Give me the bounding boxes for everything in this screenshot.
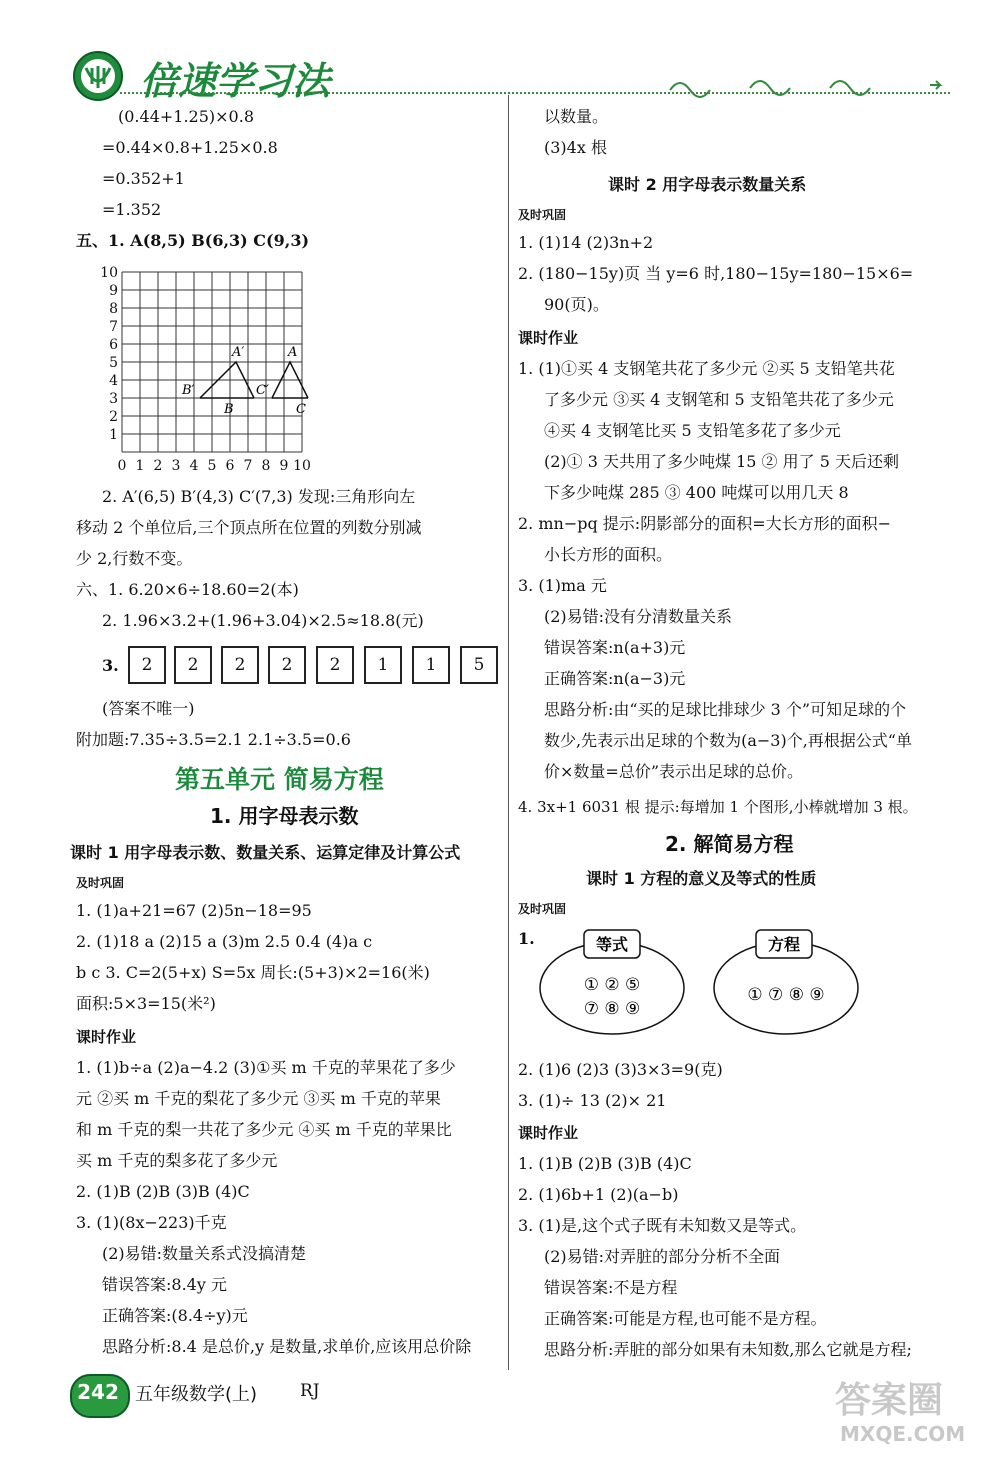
text-line: (2)易错:没有分清数量关系	[544, 607, 733, 626]
text-line: 错误答案:n(a+3)元	[544, 638, 686, 657]
section-title: 1. 用字母表示数	[210, 804, 359, 828]
edition-label: RJ	[300, 1381, 320, 1401]
text-line: 2. (1)B (2)B (3)B (4)C	[76, 1182, 250, 1201]
text-line: 面积:5×3=15(米²)	[76, 994, 216, 1013]
text-line: 正确答案:(8.4÷y)元	[102, 1306, 248, 1325]
text-line: 2. A′(6,5) B′(4,3) C′(7,3) 发现:三角形向左	[102, 487, 416, 506]
point-label-C1: C′	[256, 383, 269, 398]
text-line: 1. (1)14 (2)3n+2	[518, 233, 654, 252]
text-line: (答案不唯一)	[102, 699, 195, 718]
x-tick-label: 0	[117, 458, 127, 474]
text-line: 1. (1)B (2)B (3)B (4)C	[518, 1154, 692, 1173]
point-label-A: A	[288, 345, 298, 360]
text-line: =0.44×0.8+1.25×0.8	[102, 138, 278, 157]
column-divider	[508, 95, 509, 1370]
text-line: 附加题:7.35÷3.5=2.1 2.1÷3.5=0.6	[76, 730, 351, 749]
text-line: 思路分析:由“买的足球比排球少 3 个”可知足球的个	[544, 700, 907, 719]
y-tick-label: 6	[109, 337, 118, 353]
text-line: 4. 3x+1 6031 根 提示:每增加 1 个图形,小棒就增加 3 根。	[518, 798, 918, 816]
text-line: 2. 1.96×3.2+(1.96+3.04)×2.5≈18.8(元)	[102, 611, 424, 630]
text-line: (2)易错:对弄脏的部分分析不全面	[544, 1247, 781, 1266]
x-tick-label: 10	[293, 458, 311, 474]
subheading: 及时巩固	[76, 876, 125, 890]
text-line: 思路分析:弄脏的部分如果有未知数,那么它就是方程;	[544, 1340, 912, 1359]
answer-box: 2	[128, 646, 166, 684]
x-tick-label: 7	[243, 458, 253, 474]
watermark-logo: 答案圈	[835, 1380, 944, 1421]
text-line: 六、1. 6.20×6÷18.60=2(本)	[76, 580, 299, 599]
text-line: 少 2,行数不变。	[76, 549, 193, 568]
text-line: =1.352	[102, 200, 162, 219]
lesson-title: 课时 2 用字母表示数量关系	[608, 175, 807, 194]
text-line: 2. mn−pq 提示:阴影部分的面积=大长方形的面积−	[518, 514, 892, 533]
y-tick-label: 3	[109, 391, 118, 407]
answer-box: 1	[412, 646, 450, 684]
venn-left-row1: ① ② ⑤	[583, 975, 641, 995]
venn-left-row2: ⑦ ⑧ ⑨	[583, 999, 641, 1019]
boxes-label: 3.	[102, 656, 119, 675]
text-line: 3. (1)(8x−223)千克	[76, 1213, 227, 1232]
x-tick-label: 5	[207, 458, 217, 474]
logo-text: 倍速学习法	[140, 59, 331, 103]
x-tick-label: 1	[135, 458, 145, 474]
y-tick-label: 9	[109, 283, 118, 299]
text-line: 价×数量=总价”表示出足球的总价。	[544, 762, 803, 781]
text-line: (2)① 3 天共用了多少吨煤 15 ② 用了 5 天后还剩	[544, 452, 899, 471]
section-title: 2. 解简易方程	[665, 832, 794, 856]
text-line: 3. (1)÷ 13 (2)× 21	[518, 1091, 667, 1110]
text-line: 思路分析:8.4 是总价,y 是数量,求单价,应该用总价除	[102, 1337, 472, 1356]
text-line: 1. (1)b÷a (2)a−4.2 (3)①买 m 千克的苹果花了多少	[76, 1058, 456, 1077]
x-tick-label: 9	[279, 458, 289, 474]
classification-diagram	[536, 920, 866, 1040]
y-tick-label: 4	[109, 373, 118, 389]
point-label-A1: A′	[232, 345, 245, 360]
text-line: 2. (1)6 (2)3 (3)3×3=9(克)	[518, 1060, 723, 1079]
page-number: 242	[77, 1380, 119, 1404]
y-tick-label: 8	[109, 301, 118, 317]
venn-left-title: 等式	[595, 935, 629, 954]
text-line: 数少,先表示出足球的个数为(a−3)个,再根据公式“单	[544, 731, 912, 750]
answer-box: 2	[221, 646, 259, 684]
watermark-url: MXQE.COM	[840, 1422, 966, 1446]
subheading: 课时作业	[518, 329, 579, 347]
answer-box: 2	[268, 646, 306, 684]
text-line: 五、1. A(8,5) B(6,3) C(9,3)	[76, 231, 310, 250]
answer-box: 2	[174, 646, 212, 684]
text-line: (3)4x 根	[544, 138, 607, 157]
text-line: 小长方形的面积。	[544, 545, 673, 564]
x-tick-label: 4	[189, 458, 199, 474]
x-tick-label: 8	[261, 458, 271, 474]
text-line: 移动 2 个单位后,三个顶点所在位置的列数分别减	[76, 518, 422, 537]
text-line: b c 3. C=2(5+x) S=5x 周长:(5+3)×2=16(米)	[76, 963, 430, 982]
subheading: 课时作业	[76, 1028, 137, 1046]
y-tick-label: 1	[109, 427, 118, 443]
answer-box: 5	[460, 646, 498, 684]
logo-emblem-icon	[72, 50, 124, 102]
text-line: 1. (1)a+21=67 (2)5n−18=95	[76, 901, 312, 920]
decorative-swirls-icon	[660, 70, 960, 100]
text-line: 90(页)。	[544, 295, 609, 314]
subheading: 课时作业	[518, 1124, 579, 1142]
text-line: 3. (1)ma 元	[518, 576, 607, 595]
text-line: 元 ②买 m 千克的梨花了多少元 ③买 m 千克的苹果	[76, 1089, 441, 1108]
text-line: =0.352+1	[102, 169, 185, 188]
header-rule	[120, 92, 950, 94]
text-line: 2. (1)6b+1 (2)(a−b)	[518, 1185, 679, 1204]
text-line: (2)易错:数量关系式没搞清楚	[102, 1244, 307, 1263]
subheading: 及时巩固	[518, 902, 567, 916]
text-line: 正确答案:n(a−3)元	[544, 669, 686, 688]
y-tick-label: 10	[100, 265, 118, 281]
coordinate-grid	[92, 258, 342, 478]
venn-right-title: 方程	[767, 935, 801, 954]
text-line: 2. (1)18 a (2)15 a (3)m 2.5 0.4 (4)a c	[76, 932, 373, 951]
point-label-B1: B′	[182, 383, 195, 398]
text-line: 1.	[518, 929, 535, 948]
y-tick-label: 7	[109, 319, 118, 335]
unit-title: 第五单元 简易方程	[175, 765, 384, 794]
point-label-C: C	[296, 402, 306, 417]
text-line: (0.44+1.25)×0.8	[118, 107, 254, 126]
answer-box: 2	[316, 646, 354, 684]
text-line: 1. (1)①买 4 支钢笔共花了多少元 ②买 5 支铅笔共花	[518, 359, 895, 378]
text-line: 以数量。	[544, 107, 609, 126]
venn-right-row: ① ⑦ ⑧ ⑨	[747, 985, 825, 1005]
text-line: 买 m 千克的梨多花了多少元	[76, 1151, 278, 1170]
answer-box: 1	[364, 646, 402, 684]
text-line: 了多少元 ③买 4 支钢笔和 5 支铅笔共花了多少元	[544, 390, 894, 409]
x-tick-label: 3	[171, 458, 181, 474]
y-tick-label: 2	[109, 409, 118, 425]
x-tick-label: 2	[153, 458, 163, 474]
point-label-B: B	[224, 402, 234, 417]
text-line: 错误答案:不是方程	[544, 1278, 678, 1297]
text-line: 错误答案:8.4y 元	[102, 1275, 227, 1294]
x-tick-label: 6	[225, 458, 235, 474]
book-title: 五年级数学(上)	[135, 1384, 258, 1405]
lesson-title: 课时 1 方程的意义及等式的性质	[586, 869, 817, 888]
y-tick-label: 5	[109, 355, 118, 371]
text-line: 下多少吨煤 285 ③ 400 吨煤可以用几天 8	[544, 483, 849, 502]
text-line: 和 m 千克的梨一共花了多少元 ④买 m 千克的苹果比	[76, 1120, 452, 1139]
text-line: ④买 4 支钢笔比买 5 支铅笔多花了多少元	[544, 421, 841, 440]
subheading: 及时巩固	[518, 208, 567, 222]
text-line: 正确答案:可能是方程,也可能不是方程。	[544, 1309, 827, 1328]
text-line: 3. (1)是,这个式子既有未知数又是等式。	[518, 1216, 807, 1235]
text-line: 2. (180−15y)页 当 y=6 时,180−15y=180−15×6=	[518, 264, 914, 283]
lesson-title: 课时 1 用字母表示数、数量关系、运算定律及计算公式	[70, 843, 461, 862]
